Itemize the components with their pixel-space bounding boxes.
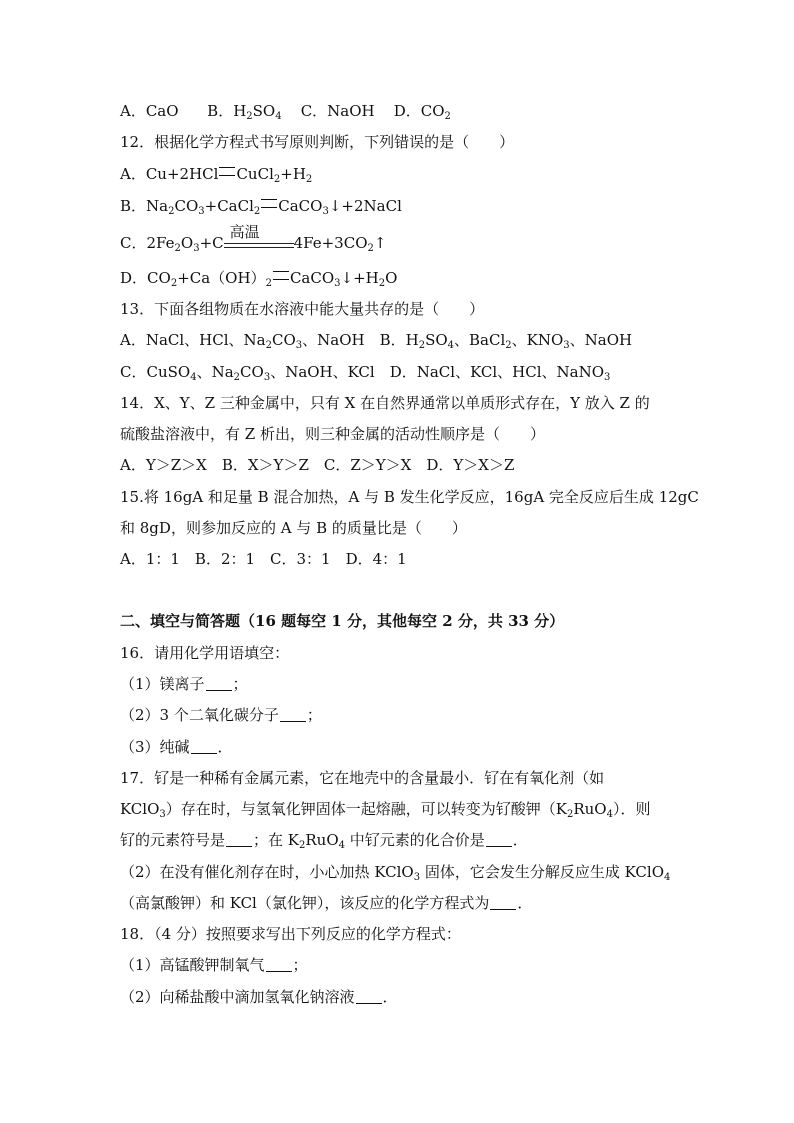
q17-line5: （高氯酸钾）和 KCl（氯化钾），该反应的化学方程式为 ． (120, 894, 533, 912)
equals-sign (261, 199, 277, 208)
q15-options: A．1：1 B．2：1 C．3：1 D．4：1 (120, 550, 407, 568)
q12-option-c: C．$2Fe_2O_3+C$ 高温 $4Fe+3CO_2↑$ (120, 223, 387, 254)
answer-blank (266, 957, 292, 972)
equals-bar (224, 243, 294, 248)
q11-option-d: D．$CO_2$ (393, 102, 451, 122)
q11-option-c: C．NaOH (300, 102, 375, 120)
q17-line1: 17．钌是一种稀有金属元素，它在地壳中的含量最小．钌在有氧化剂（如 (120, 769, 605, 787)
q18-item-2: （2）向稀盐酸中滴加氢氧化钠溶液 ． (120, 988, 398, 1006)
condition-label: 高温 (229, 223, 260, 241)
q12-option-d: D．$CO_2+Ca(OH)_2$ $CaCO_3↓+H_2O$ (120, 269, 398, 289)
answer-blank (206, 676, 232, 691)
q16-item-1: （1）镁离子 ； (120, 675, 248, 693)
answer-blank (191, 739, 217, 754)
answer-blank (280, 707, 306, 722)
q14-stem-line2: 硫酸盐溶液中，有 Z 析出，则三种金属的活动性顺序是（ ） (120, 425, 545, 443)
answer-blank (356, 989, 382, 1004)
equals-sign (219, 167, 235, 176)
q16-item-2: （2）3 个二氧化碳分子 ； (120, 706, 322, 724)
answer-blank (486, 832, 512, 847)
q14-options: A．Y＞Z＞X B．X＞Y＞Z C．Z＞Y＞X D．Y＞X＞Z (120, 456, 515, 474)
q15-stem-line2: 和 8gD，则参加反应的 A 与 B 的质量比是（ ） (120, 519, 467, 537)
q14-stem-line1: 14．X、Y、Z 三种金属中，只有 X 在自然界通常以单质形式存在，Y 放入 Z 的 (120, 394, 650, 412)
q17-line2: KClO$_3$）存在时，与氢氧化钾固体一起熔融，可以转变为钌酸钾$(K_2RuO_4)$．则 (120, 800, 651, 820)
q18-stem: 18．（4 分）按照要求写出下列反应的化学方程式： (120, 925, 461, 943)
answer-blank (226, 832, 252, 847)
answer-blank (490, 895, 516, 910)
q17-line4: （2）在没有催化剂存在时，小心加热 KClO$_3$ 固体，它会发生分解反应生成 KClO$_4$ (120, 863, 671, 883)
q13-stem: 13．下面各组物质在水溶液中能大量共存的是（ ） (120, 300, 485, 318)
q16-item-3: （3）纯碱 ． (120, 738, 233, 756)
q12-option-a: A．Cu+2HCl $CuCl_2+H_2$ (120, 165, 313, 185)
q13-options-ab: A．NaCl、HCl、$Na_2CO_3$、NaOH B．$H_2SO_4$、BaCl$_2$、$KNO_3$、NaOH (120, 331, 633, 351)
q11-option-b: B．$H_2SO_4$ (207, 102, 282, 122)
q12-stem: 12．根据化学方程式书写原则判断，下列错误的是（ ） (120, 133, 515, 151)
q16-stem: 16．请用化学用语填空： (120, 644, 290, 662)
q17-line3: 钌的元素符号是 ；在 $K_2RuO_4$ 中钌元素的化合价是 ． (120, 831, 528, 851)
reaction-condition (224, 223, 294, 253)
equals-sign (273, 271, 289, 280)
q18-item-1: （1）高锰酸钾制氧气 ； (120, 956, 308, 974)
section-title: 二、填空与简答题（16 题每空 1 分，其他每空 2 分，共 33 分） (120, 612, 565, 630)
q11-option-a: A．CaO (120, 102, 179, 120)
q15-stem-line1: 15.将 16gA 和足量 B 混合加热，A 与 B 发生化学反应，16gA 完全反应后生成 12gC (120, 488, 699, 506)
q11-options (120, 101, 451, 127)
q12-option-b: B．$Na_2CO_3+CaCl_2$ CaCO$_3$↓+2NaCl (120, 197, 402, 217)
q13-options-cd: C．CuSO$_4$、$Na_2CO_3$、NaOH、KCl D．NaCl、KCl、HCl、NaNO$_3$ (120, 363, 611, 383)
